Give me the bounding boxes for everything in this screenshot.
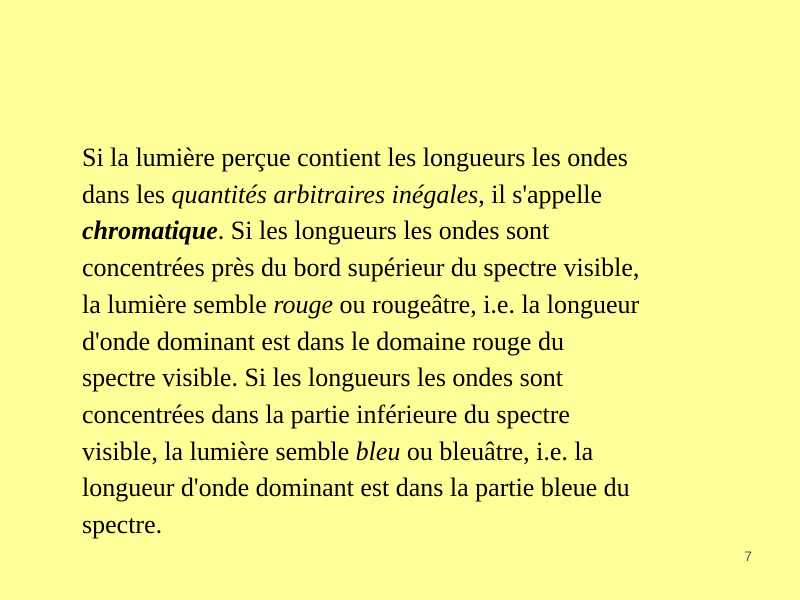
emphasized-text: bleu xyxy=(355,436,401,466)
text-line xyxy=(82,177,762,214)
slide-body-text xyxy=(82,140,762,544)
text-run: longueur d'onde dominant est dans la partie bleue du xyxy=(82,473,630,503)
text-line xyxy=(82,470,762,507)
text-run: ou rougeâtre, i.e. la longueur xyxy=(333,289,640,319)
emphasized-text: quantités arbitraires inégales xyxy=(171,179,479,209)
text-run: la lumière semble xyxy=(82,289,274,319)
text-run: d'onde dominant est dans le domaine rouge du xyxy=(82,326,564,356)
text-line xyxy=(82,287,762,324)
key-term: chromatique xyxy=(82,216,218,246)
text-line xyxy=(82,507,762,544)
text-run: spectre. xyxy=(82,510,163,540)
text-line xyxy=(82,397,762,434)
text-run: ou bleuâtre, i.e. la xyxy=(400,436,594,466)
text-line xyxy=(82,213,762,250)
text-run: concentrées près du bord supérieur du spectre visible, xyxy=(82,253,640,283)
text-line xyxy=(82,360,762,397)
text-line xyxy=(82,434,762,471)
text-run: , il s'appelle xyxy=(478,179,603,209)
emphasized-text: rouge xyxy=(273,289,334,319)
text-line xyxy=(82,140,762,177)
text-run: dans les xyxy=(82,179,172,209)
text-run: spectre visible. Si les longueurs les ondes sont xyxy=(82,363,563,393)
text-run: . Si les longueurs les ondes sont xyxy=(217,216,550,246)
text-run: visible, la lumière semble xyxy=(82,436,356,466)
page-number: 7 xyxy=(744,548,752,564)
text-run: Si la lumière perçue contient les longueurs les ondes xyxy=(82,143,628,172)
text-run: concentrées dans la partie inférieure du spectre xyxy=(82,399,570,429)
text-line xyxy=(82,250,762,287)
text-line xyxy=(82,324,762,361)
